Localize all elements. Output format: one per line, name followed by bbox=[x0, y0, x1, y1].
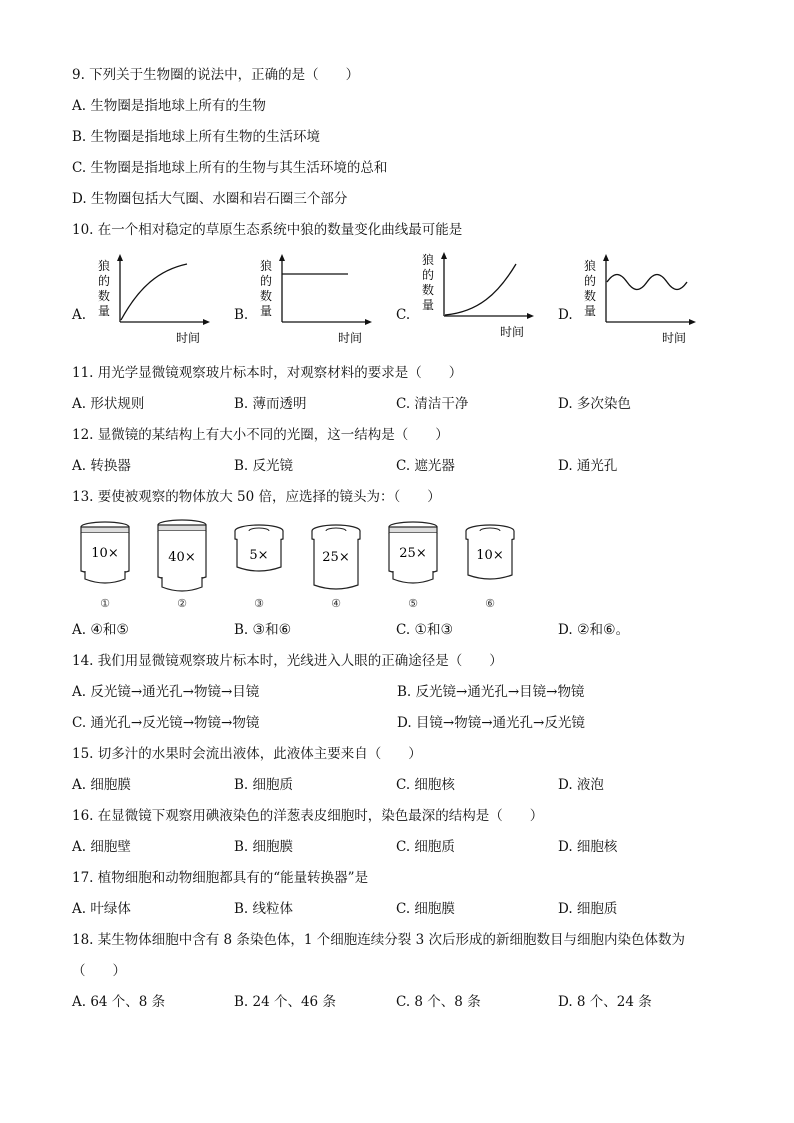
curve-line bbox=[607, 275, 687, 290]
option-second-lens: ⑤ bbox=[116, 622, 129, 638]
question-18-stem: 18. 某生物体细胞中含有 8 条染色体，1 个细胞连续分裂 3 次后形成的新细胞数目与细胞内染色体数为 bbox=[72, 932, 685, 948]
option-letter: D. bbox=[558, 622, 577, 638]
lens-magnification: 25× bbox=[399, 546, 427, 561]
option-connector: 和 bbox=[102, 622, 117, 638]
option-first-lens: ① bbox=[414, 622, 427, 638]
lens-1 bbox=[72, 519, 138, 619]
question-18-option-d: D. 8 个、24 条 bbox=[558, 994, 652, 1010]
graph-d-chart bbox=[580, 252, 700, 352]
question-17-option-c: C. 细胞膜 bbox=[396, 901, 455, 917]
question-12-option-d: D. 通光孔 bbox=[558, 458, 618, 474]
question-12-option-c: C. 遮光器 bbox=[396, 458, 455, 474]
question-9-option-a: A. 生物圈是指地球上所有的生物 bbox=[72, 98, 266, 114]
question-17-option-b: B. 线粒体 bbox=[234, 901, 294, 917]
question-13-options bbox=[72, 619, 722, 650]
question-12-option-a: A. 转换器 bbox=[72, 458, 131, 474]
question-15-options bbox=[72, 774, 722, 805]
lens-number: ② bbox=[177, 597, 187, 610]
question-9-option-c: C. 生物圈是指地球上所有的生物与其生活环境的总和 bbox=[72, 160, 388, 176]
question-17-stem: 17. 植物细胞和动物细胞都具有的“能量转换器”是 bbox=[72, 870, 369, 886]
y-label-char: 数 bbox=[584, 289, 597, 303]
y-axis-arrow-icon bbox=[279, 254, 285, 261]
x-axis-arrow-icon bbox=[689, 319, 696, 325]
lens-magnification: 5× bbox=[249, 548, 269, 563]
question-15-option-b: B. 细胞质 bbox=[234, 777, 294, 793]
question-10-graph-c bbox=[396, 252, 558, 352]
question-18-options bbox=[72, 991, 722, 1022]
question-11-options bbox=[72, 393, 722, 424]
question-16-options bbox=[72, 836, 722, 867]
question-15-stem: 15. 切多汁的水果时会流出液体，此液体主要来自（ ） bbox=[72, 746, 422, 762]
y-label-char: 狼 bbox=[584, 259, 597, 273]
objective-lens-icon bbox=[152, 519, 212, 597]
question-9-option-d: D. 生物圈包括大气圈、水圈和岩石圈三个部分 bbox=[72, 191, 348, 207]
x-axis-arrow-icon bbox=[527, 313, 534, 319]
eyepiece-lens-icon bbox=[460, 519, 520, 597]
option-first-lens: ③ bbox=[252, 622, 266, 638]
question-14-option-d: D. 目镜→物镜→通光孔→反光镜 bbox=[397, 715, 585, 731]
lens-magnification: 10× bbox=[91, 546, 119, 561]
option-second-lens: ⑥ bbox=[278, 622, 292, 638]
question-17-options bbox=[72, 898, 722, 929]
y-label-char: 的 bbox=[584, 274, 597, 288]
question-10-graph-row bbox=[72, 252, 722, 362]
option-first-lens: ② bbox=[576, 622, 590, 638]
question-18-option-b: B. 24 个、46 条 bbox=[234, 994, 336, 1010]
y-label-char: 狼 bbox=[98, 259, 111, 273]
graph-option-label: C. bbox=[396, 307, 411, 323]
eyepiece-lens-icon bbox=[229, 519, 289, 597]
objective-lens-icon bbox=[383, 519, 443, 597]
y-label-char: 量 bbox=[260, 304, 273, 318]
question-12-options bbox=[72, 455, 722, 486]
question-13-option-c bbox=[396, 619, 558, 650]
x-axis-label: 时间 bbox=[176, 331, 201, 345]
question-13-option-d bbox=[558, 619, 720, 650]
y-axis-arrow-icon bbox=[441, 252, 447, 259]
question-14-options-row-2 bbox=[72, 712, 722, 743]
question-11-option-a: A. 形状规则 bbox=[72, 396, 145, 412]
y-label-char: 量 bbox=[422, 298, 435, 312]
question-9-stem: 9. 下列关于生物圈的说法中，正确的是（ ） bbox=[72, 67, 360, 83]
question-17-option-a: A. 叶绿体 bbox=[72, 901, 131, 917]
graph-option-label: A. bbox=[72, 307, 87, 323]
lens-number: ⑤ bbox=[408, 597, 418, 610]
option-letter: C. bbox=[396, 622, 415, 638]
lens-number: ⑥ bbox=[485, 597, 495, 610]
y-label-char: 数 bbox=[260, 289, 273, 303]
question-15-option-c: C. 细胞核 bbox=[396, 777, 455, 793]
option-tail: 。 bbox=[615, 622, 630, 638]
y-label-char: 量 bbox=[584, 304, 597, 318]
question-14-option-b: B. 反光镜→通光孔→目镜→物镜 bbox=[397, 684, 585, 700]
question-14-option-a: A. 反光镜→通光孔→物镜→目镜 bbox=[72, 684, 260, 700]
question-13-stem: 13. 要使被观察的物体放大 50 倍，应选择的镜头为：（ ） bbox=[72, 489, 441, 505]
question-18-option-c: C. 8 个、8 条 bbox=[396, 994, 481, 1010]
lens-6 bbox=[457, 519, 523, 619]
graph-option-label: B. bbox=[234, 307, 249, 323]
question-9-option-b: B. 生物圈是指地球上所有生物的生活环境 bbox=[72, 129, 321, 145]
y-label-char: 数 bbox=[98, 289, 111, 303]
lens-number: ④ bbox=[331, 597, 341, 610]
eyepiece-lens-icon bbox=[306, 519, 366, 597]
question-12-stem: 12. 显微镜的某结构上有大小不同的光圈，这一结构是（ ） bbox=[72, 427, 449, 443]
question-15-option-d: D. 液泡 bbox=[558, 777, 604, 793]
question-10-graph-d bbox=[558, 252, 720, 352]
question-13-option-b bbox=[234, 619, 396, 650]
option-letter: A. bbox=[72, 622, 91, 638]
curve-line bbox=[121, 264, 187, 320]
question-16-option-a: A. 细胞壁 bbox=[72, 839, 131, 855]
question-10-graph-b bbox=[234, 252, 396, 352]
option-first-lens: ④ bbox=[90, 622, 103, 638]
lens-number: ③ bbox=[254, 597, 264, 610]
lens-number: ① bbox=[100, 597, 110, 610]
question-12-option-b: B. 反光镜 bbox=[234, 458, 294, 474]
y-label-char: 数 bbox=[422, 283, 435, 297]
question-16-option-d: D. 细胞核 bbox=[558, 839, 618, 855]
y-label-char: 的 bbox=[260, 274, 273, 288]
question-16-stem: 16. 在显微镜下观察用碘液染色的洋葱表皮细胞时，染色最深的结构是（ ） bbox=[72, 808, 544, 824]
lens-2 bbox=[149, 519, 215, 619]
x-axis-label: 时间 bbox=[338, 331, 363, 345]
question-17-option-d: D. 细胞质 bbox=[558, 901, 618, 917]
graph-c-chart bbox=[418, 252, 538, 352]
objective-lens-icon bbox=[75, 519, 135, 597]
x-axis-label: 时间 bbox=[500, 325, 525, 339]
y-label-char: 量 bbox=[98, 304, 111, 318]
question-11-option-d: D. 多次染色 bbox=[558, 396, 631, 412]
question-13-option-a bbox=[72, 619, 234, 650]
y-label-char: 狼 bbox=[260, 259, 273, 273]
question-15-option-a: A. 细胞膜 bbox=[72, 777, 131, 793]
option-connector: 和 bbox=[265, 622, 279, 638]
graph-a-chart bbox=[94, 252, 214, 352]
x-axis-arrow-icon bbox=[203, 319, 210, 325]
lens-3 bbox=[226, 519, 292, 619]
option-letter: B. bbox=[234, 622, 253, 638]
question-11-option-c: C. 清洁干净 bbox=[396, 396, 469, 412]
graph-b-chart bbox=[256, 252, 376, 352]
y-label-char: 狼 bbox=[422, 253, 435, 267]
curve-line bbox=[445, 264, 516, 315]
lens-magnification: 40× bbox=[168, 550, 196, 565]
question-14-stem: 14. 我们用显微镜观察玻片标本时，光线进入人眼的正确途径是（ ） bbox=[72, 653, 503, 669]
lens-5 bbox=[380, 519, 446, 619]
question-11-stem: 11. 用光学显微镜观察玻片标本时，对观察材料的要求是（ ） bbox=[72, 365, 463, 381]
y-axis-arrow-icon bbox=[117, 254, 123, 261]
question-18-option-a: A. 64 个、8 条 bbox=[72, 994, 166, 1010]
question-14-option-c: C. 通光孔→反光镜→物镜→物镜 bbox=[72, 715, 260, 731]
question-16-option-c: C. 细胞质 bbox=[396, 839, 455, 855]
option-second-lens: ⑥ bbox=[603, 622, 616, 638]
question-16-option-b: B. 细胞膜 bbox=[234, 839, 294, 855]
option-connector: 和 bbox=[589, 622, 603, 638]
question-10-stem: 10. 在一个相对稳定的草原生态系统中狼的数量变化曲线最可能是 bbox=[72, 222, 463, 238]
x-axis-label: 时间 bbox=[662, 331, 687, 345]
exam-page bbox=[72, 64, 722, 1022]
y-label-char: 的 bbox=[422, 268, 435, 282]
option-second-lens: ③ bbox=[440, 622, 454, 638]
lens-magnification: 25× bbox=[322, 550, 350, 565]
question-11-option-b: B. 薄而透明 bbox=[234, 396, 307, 412]
question-10-graph-a bbox=[72, 252, 234, 352]
question-13-lens-row bbox=[72, 519, 722, 619]
y-label-char: 的 bbox=[98, 274, 111, 288]
lens-4 bbox=[303, 519, 369, 619]
question-18-stem-continued: （ ） bbox=[72, 963, 126, 979]
question-14-options-row-1 bbox=[72, 681, 722, 712]
y-axis-arrow-icon bbox=[603, 254, 609, 261]
x-axis-arrow-icon bbox=[365, 319, 372, 325]
graph-option-label: D. bbox=[558, 307, 573, 323]
lens-magnification: 10× bbox=[476, 548, 504, 563]
option-connector: 和 bbox=[427, 622, 441, 638]
